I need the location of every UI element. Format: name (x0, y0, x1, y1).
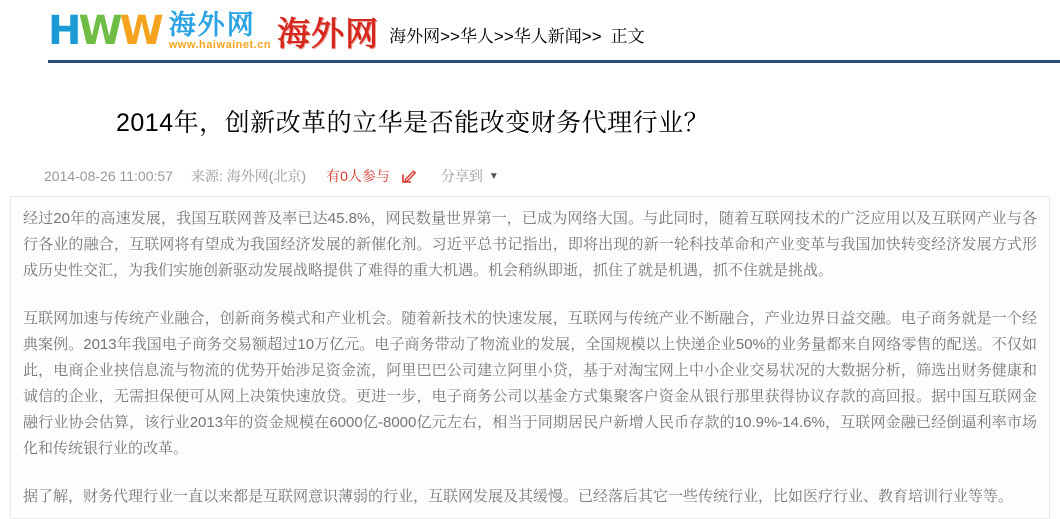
breadcrumb-huaren[interactable]: 华人>> (459, 26, 514, 46)
logo-hww-icon (48, 8, 161, 54)
share-button[interactable] (441, 166, 499, 186)
paragraph-2: 互联网加速与传统产业融合，创新商务模式和产业机会。随着新技术的快速发展，互联网与传统产业不断融合，产业边界日益交融。电子商务就是一个经典案例。2013年我国电子商务交易额超过10万亿元。电子商务带动了物流业的发展，全国规模以上快递企业50%的业务量都来自网络零售的配送。不仅如此，电商企业挟信息流与物流的优势开始涉足资金流，阿里巴巴公司建立阿里小贷，基于对淘宝网上中小企业交易状况的大数据分析，筛选出财务健康和诚信的企业，无需担保便可从网上决策快速放贷。更进一步，电子商务公司以基金方式集聚客户资金从银行那里获得协议存款的高回报。据中国互联网金融行业协会估算，该行业2013年的资金规模在6000亿-8000亿元左右，相当于同期居民户新增人民币存款的10.9%-14.6%，互联网金融已经倒逼利率市场化和传统银行业的改革。 (23, 310, 1037, 457)
article-meta-bar (44, 166, 1060, 186)
site-header (0, 0, 1060, 54)
logo-sitename: 海外网 (168, 9, 256, 40)
logo-letter: H (48, 8, 79, 54)
comment-edit-icon[interactable] (400, 168, 417, 185)
header-divider (48, 60, 1060, 63)
logo-site-url: www.haiwainet.cn (168, 38, 272, 51)
article-title: 2014年，创新改革的立华是否能改变财务代理行业？ (116, 109, 710, 137)
logo-letter: W (119, 8, 161, 54)
site-logo[interactable] (48, 8, 379, 55)
paragraph-3: 据了解，财务代理行业一直以来都是互联网意识薄弱的行业，互联网发展及其缓慢。已经落后其它一些传统行业，比如医疗行业、教育培训行业等等。 (23, 488, 1014, 505)
breadcrumb-huaren-news[interactable]: 华人新闻>> (513, 26, 602, 46)
logo-stamp-text: 海外网 (277, 13, 380, 53)
participate-count-link[interactable]: 有0人参与 (326, 168, 390, 184)
breadcrumb-home[interactable]: 海外网>> (389, 26, 460, 46)
breadcrumb-current: 正文 (610, 26, 645, 46)
article-main (0, 103, 1060, 519)
article-source: 来源: 海外网(北京) (190, 168, 307, 184)
logo-sitename-block (168, 9, 272, 51)
article-body (10, 196, 1050, 519)
publish-datetime: 2014-08-26 11:00:57 (44, 168, 173, 184)
paragraph-1: 经过20年的高速发展，我国互联网普及率已达45.8%，网民数量世界第一，已成为网络大国。与此同时，随着互联网技术的广泛应用以及互联网产业与各行各业的融合，互联网将有望成为我国经济发展的新催化剂。习近平总书记指出，即将出现的新一轮科技革命和产业变革与我国加快转变经济发展方式形成历史性交汇，为我们实施创新驱动发展战略提供了难得的重大机遇。机会稍纵即逝，抓住了就是机遇，抓不住就是挑战。 (23, 210, 1037, 279)
breadcrumb (389, 16, 645, 47)
chevron-down-icon: ▼ (488, 170, 499, 182)
logo-letter: W (78, 8, 120, 54)
share-label: 分享到 (440, 168, 483, 184)
